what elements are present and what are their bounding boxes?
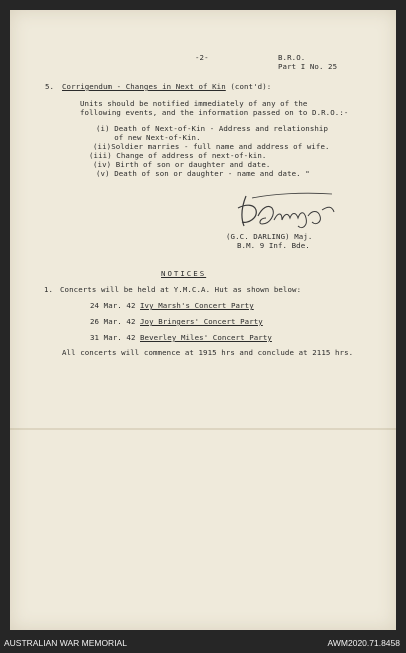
notice-intro: Concerts will be held at Y.M.C.A. Hut as shown below: (60, 285, 302, 294)
ref-line-1: B.R.O. (278, 53, 306, 62)
concert-date: 24 Mar. 42 (90, 301, 136, 310)
concert-party: Ivy Marsh's Concert Party (140, 301, 254, 310)
list-item: of new Next-of-Kin. (96, 133, 201, 142)
handwritten-signature (232, 190, 342, 235)
intro-line-1: Units should be notified immediately of any of the (80, 99, 308, 108)
section-title: Corrigendum - Changes in Next of Kin (62, 82, 226, 91)
signature-role: B.M. 9 Inf. Bde. (237, 241, 310, 250)
signature-name: (G.C. DARLING) Maj. (226, 232, 313, 241)
concert-date: 31 Mar. 42 (90, 333, 136, 342)
list-item: (ii)Soldier marries - full name and address of wife. (93, 142, 330, 151)
page-fold (10, 428, 396, 430)
section-title-suffix: (cont'd): (225, 82, 272, 91)
list-item: (iv) Birth of son or daughter and date. (93, 160, 271, 169)
ref-line-2: Part I No. 25 (278, 62, 338, 71)
document-page (10, 10, 396, 630)
notice-closing: All concerts will commence at 1915 hrs and conclude at 2115 hrs. (62, 348, 354, 357)
page-marker: -2- (195, 53, 209, 62)
list-item: (v) Death of son or daughter - name and date. " (96, 169, 310, 178)
archive-footer (0, 630, 406, 653)
list-item: (iii) Change of address of next-of-kin. (89, 151, 267, 160)
footer-right: AWM2020.71.8458 (327, 638, 400, 648)
concert-party: Beverley Miles' Concert Party (140, 333, 272, 342)
concert-party: Joy Bringers' Concert Party (140, 317, 263, 326)
notices-heading: NOTICES (161, 269, 207, 278)
section-title-line (62, 82, 271, 91)
concert-date: 26 Mar. 42 (90, 317, 136, 326)
notice-number: 1. (44, 285, 54, 294)
section-number: 5. (45, 82, 55, 91)
list-item: (i) Death of Next-of-Kin - Address and relationship (96, 124, 329, 133)
intro-line-2: following events, and the information passed on to D.R.O.:- (80, 108, 349, 117)
footer-left: AUSTRALIAN WAR MEMORIAL (4, 638, 127, 648)
